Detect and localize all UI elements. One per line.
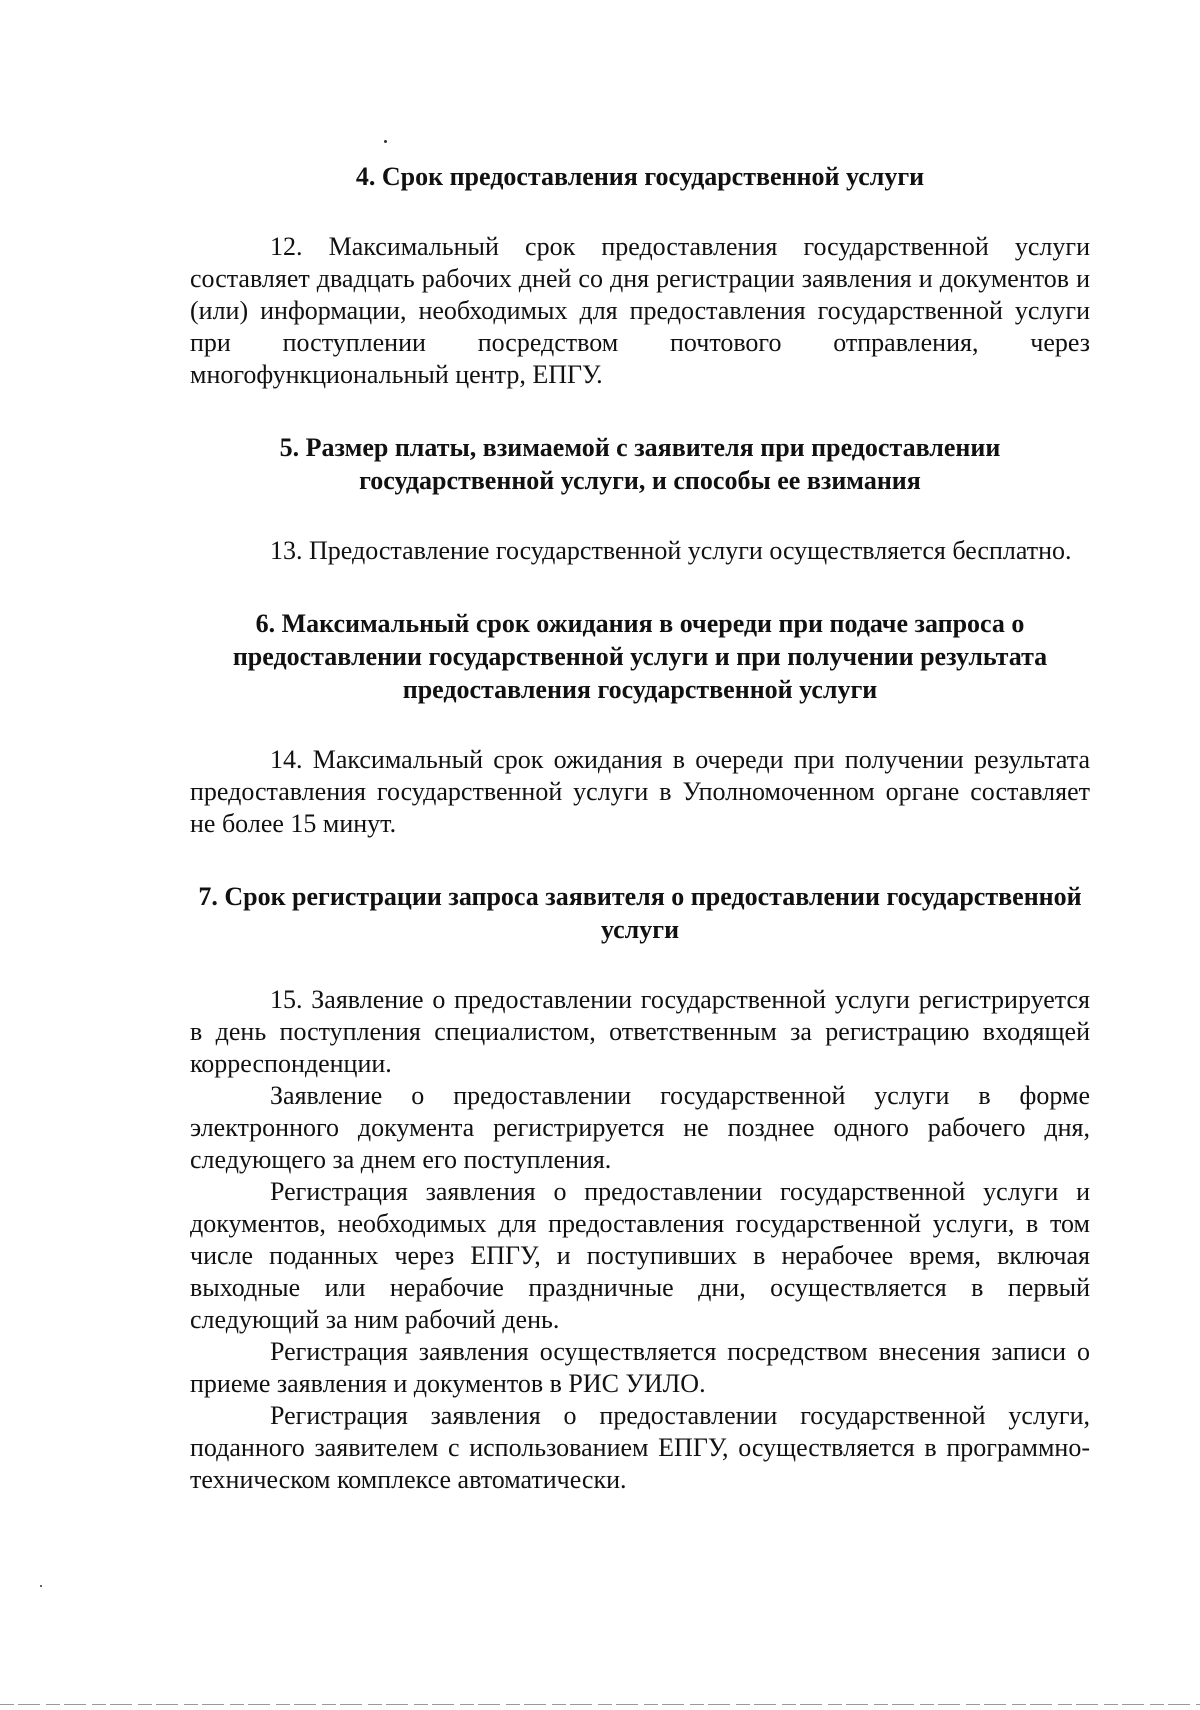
document-body xyxy=(190,160,1090,1496)
paragraph-12: 12. Максимальный срок предоставления государственной услуги составляет двадцать рабочих дней со дня регистрации заявления и документов и (или) информации, необходимых для предоставления государственной услуги при поступлении посредством почтового отправления, через многофункциональный центр, ЕПГУ. xyxy=(190,232,1090,389)
paragraph-13: 13. Предоставление государственной услуги осуществляется бесплатно. xyxy=(270,536,1072,565)
section-heading-5: 5. Размер платы, взимаемой с заявителя при предоставлении государственной услуги, и способы ее взимания xyxy=(279,433,1001,495)
paragraph-15-ris-uilo: Регистрация заявления осуществляется посредством внесения записи о приеме заявления и документов в РИС УИЛО. xyxy=(190,1337,1090,1398)
paragraph-14: 14. Максимальный срок ожидания в очереди при получении результата предоставления государственной услуги в Уполномоченном органе составляет не более 15 минут. xyxy=(190,745,1090,838)
paragraph-15-nonworking-time: Регистрация заявления о предоставлении государственной услуги и документов, необходимых для предоставления государственной услуги, в том числе поданных через ЕПГУ, и поступивших в нерабочее время, включая выходные или нерабочие праздничные дни, осуществляется в первый следующий за ним рабочий день. xyxy=(190,1177,1090,1334)
section-heading-4: 4. Срок предоставления государственной услуги xyxy=(355,162,925,191)
scan-edge-line xyxy=(0,1704,1200,1705)
scan-speck xyxy=(384,140,387,143)
paragraph-15-electronic: Заявление о предоставлении государственной услуги в форме электронного документа регистрируется не позднее одного рабочего дня, следующего за днем его поступления. xyxy=(190,1081,1090,1174)
section-heading-6: 6. Максимальный срок ожидания в очереди при подаче запроса о предоставлении государственной услуги и при получении результата предоставления государственной услуги xyxy=(232,609,1048,704)
scan-speck xyxy=(40,1585,42,1587)
paragraph-15: 15. Заявление о предоставлении государственной услуги регистрируется в день поступления специалистом, ответственным за регистрацию входящей корреспонденции. xyxy=(190,985,1090,1078)
section-heading-7: 7. Срок регистрации запроса заявителя о предоставлении государственной услуги xyxy=(198,882,1082,944)
paragraph-15-epgu-auto: Регистрация заявления о предоставлении государственной услуги, поданного заявителем с использованием ЕПГУ, осуществляется в программно-техническом комплексе автоматически. xyxy=(190,1401,1090,1494)
